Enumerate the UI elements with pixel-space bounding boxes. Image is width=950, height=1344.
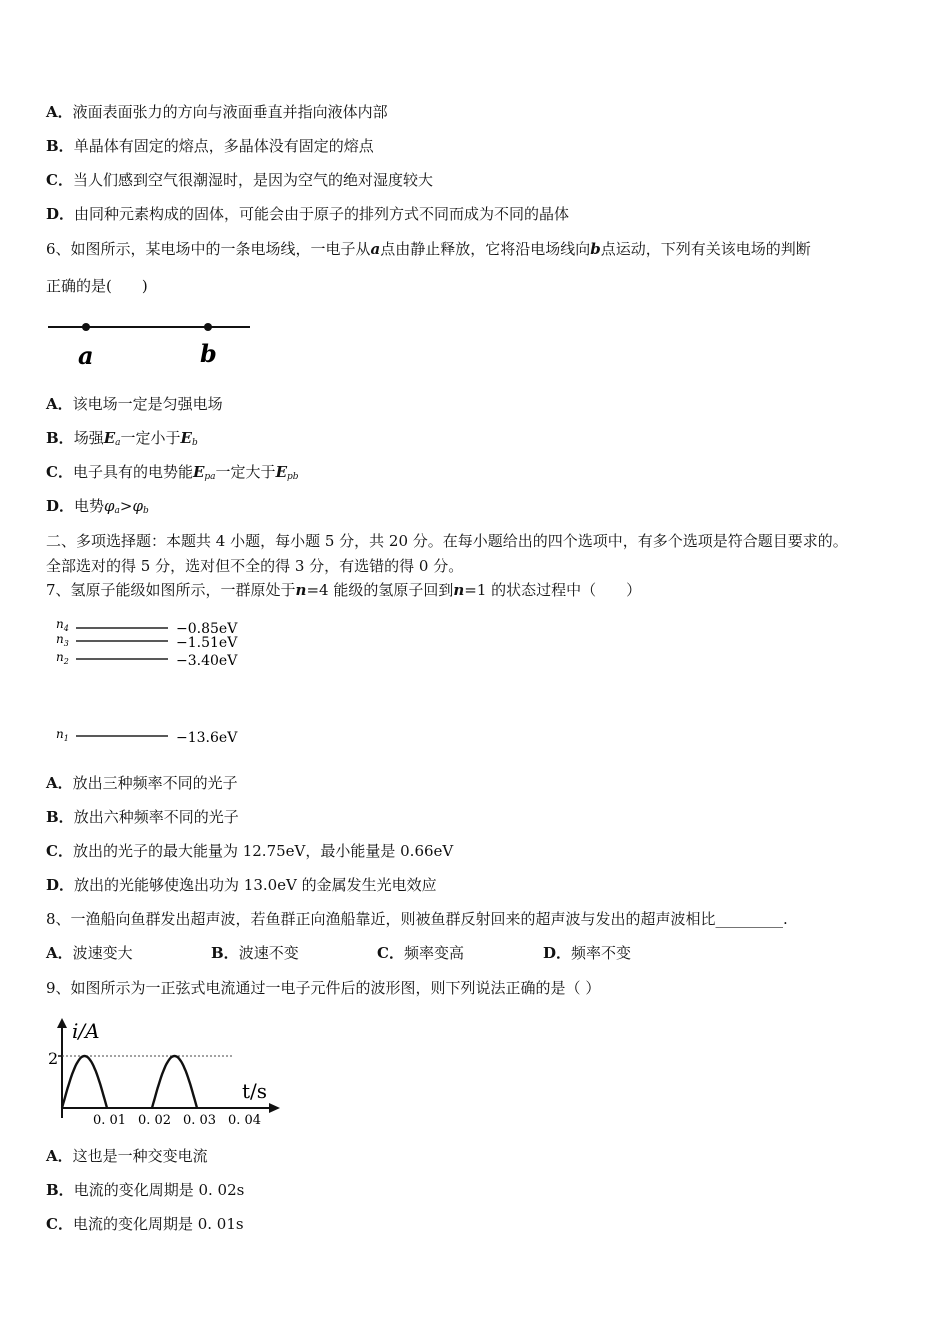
option-text: 当人们感到空气很潮湿时，是因为空气的绝对湿度较大 [72,171,433,189]
y-axis-arrow [57,1018,67,1028]
q5-option-b [46,136,374,156]
point-b [204,323,212,331]
q8-option-d: D．频率不变 [543,944,632,962]
q6-option-b: B．场强$E_a$一定小于$E_b$ [46,429,198,448]
x-tick-label: 0. 04 [228,1113,262,1128]
q5-option-d [46,204,569,224]
electric-field-line-figure [40,314,260,370]
svg-text:−13.6eV: −13.6eV [176,730,238,746]
x-tick-label: 0. 03 [183,1113,217,1128]
svg-text:−3.40eV: −3.40eV [176,653,238,669]
option-letter: D． [46,205,75,223]
q5-option-c [46,170,433,190]
q8-option-c: C．频率变高 [377,944,464,962]
q9-option-c: C．电流的变化周期是 0. 01s [46,1215,244,1233]
level-n1 [56,727,238,746]
x-tick-label: 0. 01 [93,1113,127,1128]
q6-option-d: D．电势$\varphi_a>\varphi_b$ [46,497,149,516]
q8-option-b: B．波速不变 [211,944,299,962]
x-axis-arrow [269,1103,280,1113]
point-a [82,323,90,331]
waveform-hump [62,1056,107,1108]
peak-tick-label: 2 [48,1049,59,1068]
section2-heading-line2: 全部选对的得 5 分，选对但不全的得 3 分，有选错的得 0 分。 [46,557,464,575]
waveform-hump [152,1056,197,1108]
q8-stem: 8、一渔船向鱼群发出超声波，若鱼群正向渔船靠近，则被鱼群反射回来的超声波与发出的超声波相比_________. [46,910,788,928]
option-letter: C． [46,171,73,189]
level-n4 [56,617,238,637]
energy-level-diagram [50,614,260,750]
level-n3 [56,632,238,651]
label-a: a [78,341,94,370]
q6-option-a: A．该电场一定是匀强电场 [46,395,223,413]
svg-text:−0.85eV: −0.85eV [176,621,238,637]
q7-option-b: B．放出六种频率不同的光子 [46,808,239,826]
x-tick-labels [93,1113,261,1128]
q8-option-a: A．波速变大 [46,944,133,962]
q6-stem-line2: 正确的是( ) [46,277,148,295]
option-text: 液面表面张力的方向与液面垂直并指向液体内部 [72,103,388,121]
current-waveform-chart [40,1014,290,1132]
svg-text:n4: $n_4$ [56,617,69,633]
option-text: 单晶体有固定的熔点，多晶体没有固定的熔点 [73,137,374,155]
q9-option-b: B．电流的变化周期是 0. 02s [46,1181,245,1199]
x-axis-label: t/s [242,1079,268,1103]
level-n2 [56,650,238,669]
option-letter: B． [46,137,74,155]
q6-option-c: C．电子具有的电势能$E_{pa}$一定大于$E_{pb}$ [46,463,299,482]
option-text: 由同种元素构成的固体，可能会由于原子的排列方式不同而成为不同的晶体 [74,205,570,223]
option-letter: A． [46,103,73,121]
q7-option-c: C．放出的光子的最大能量为 12.75eV，最小能量是 0.66eV [46,842,454,860]
label-b: b [200,339,217,368]
q6-stem-line1: 6、如图所示，某电场中的一条电场线，一电子从a点由静止释放，它将沿电场线向b点运动，下列有关该电场的判断 [46,240,811,258]
svg-text:n3: $n_3$ [56,632,69,648]
q5-option-a [46,102,388,122]
q7-option-d: D．放出的光能够使逸出功为 13.0eV 的金属发生光电效应 [46,876,437,894]
q9-option-a: A．这也是一种交变电流 [46,1147,208,1165]
q9-stem: 9、如图所示为一正弦式电流通过一电子元件后的波形图，则下列说法正确的是（ ） [46,979,601,997]
svg-text:−1.51eV: −1.51eV [176,635,238,651]
waveform-series [62,1056,197,1108]
q7-stem: 7、氢原子能级如图所示，一群原处于n=4 能级的氢原子回到n=1 的状态过程中（ ） [46,581,642,599]
q7-option-a: A．放出三种频率不同的光子 [46,774,238,792]
svg-text:n2: $n_2$ [56,650,69,666]
x-tick-label: 0. 02 [138,1113,172,1128]
svg-text:n1: $n_1$ [56,727,69,743]
y-axis-label: i/A [72,1019,100,1043]
section2-heading-line1: 二、多项选择题：本题共 4 小题，每小题 5 分，共 20 分。在每小题给出的四个选项中，有多个选项是符合题目要求的。 [46,532,848,550]
